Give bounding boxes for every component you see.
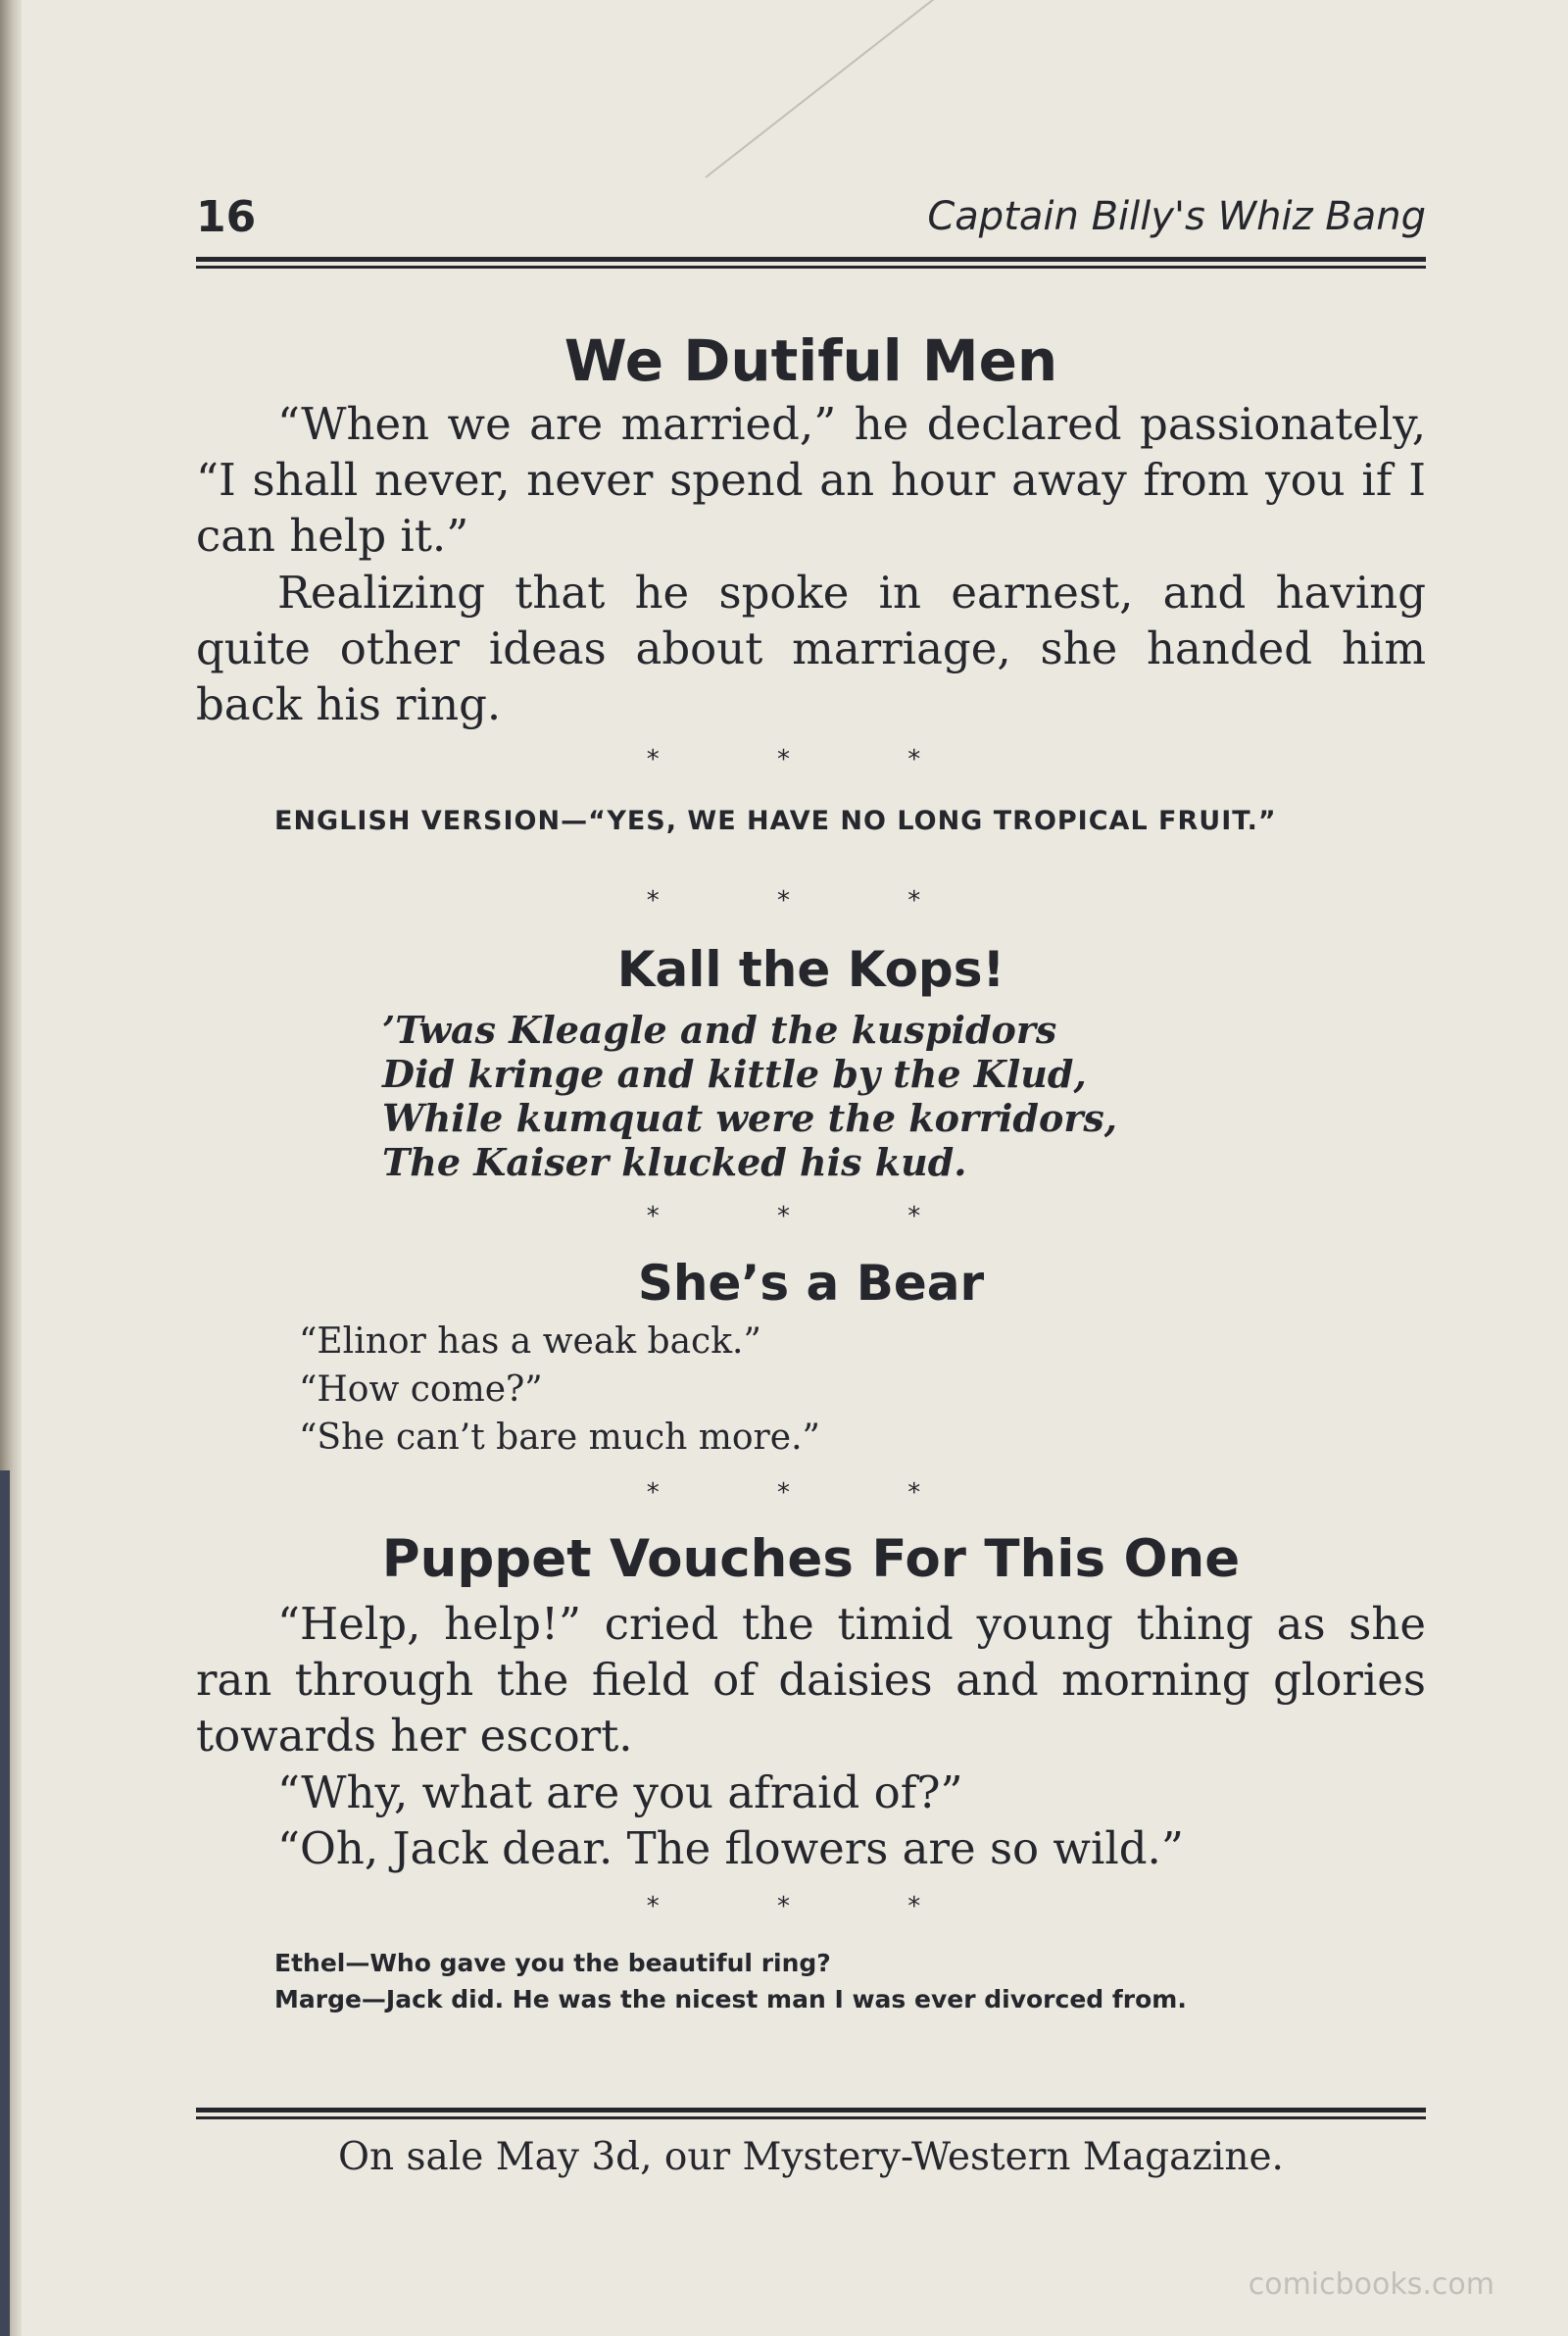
puppet-paragraph-2: “Why, what are you afraid of?” xyxy=(277,1766,963,1818)
dutiful-paragraph-2: Realizing that he spoke in earnest, and having quite other ideas about marriage, she handed him back his ring. xyxy=(196,567,1426,730)
ring-joke-line-2: Marge—Jack did. He was the nicest man I was ever divorced from. xyxy=(274,1985,1187,2013)
running-header xyxy=(196,192,1426,251)
bear-line-1: “Elinor has a weak back.” xyxy=(299,1321,761,1362)
separator-1: * * * xyxy=(646,745,976,774)
separator-2: * * * xyxy=(646,886,976,916)
puppet-paragraph-1: “Help, help!” cried the timid young thing as she ran through the field of daisies and morning glories towards her escort. xyxy=(196,1598,1426,1762)
watermark: comicbooks.com xyxy=(1248,2267,1494,2302)
separator-3: * * * xyxy=(646,1202,976,1231)
paper-crease xyxy=(705,0,1139,178)
footer-rule xyxy=(196,2108,1426,2121)
verse-line-4: The Kaiser klucked his kud. xyxy=(382,1140,967,1184)
binding-edge xyxy=(0,1470,10,2336)
section-title-kops: Kall the Kops! xyxy=(616,941,1005,998)
verse-line-3: While kumquat were the korridors, xyxy=(382,1096,1117,1140)
header-rule xyxy=(196,257,1426,271)
separator-4: * * * xyxy=(646,1478,976,1508)
puppet-paragraph-3: “Oh, Jack dear. The flowers are so wild.” xyxy=(277,1822,1184,1874)
section-title-bear: She’s a Bear xyxy=(637,1255,985,1312)
bear-line-3: “She can’t bare much more.” xyxy=(299,1417,820,1458)
english-version-line: ENGLISH VERSION—“YES, WE HAVE NO LONG TROPICAL FRUIT.” xyxy=(274,806,1277,836)
separator-5: * * * xyxy=(646,1892,976,1921)
footer-advert: On sale May 3d, our Mystery-Western Magazine. xyxy=(338,2135,1284,2179)
section-title-puppet: Puppet Vouches For This One xyxy=(381,1529,1241,1589)
bear-line-2: “How come?” xyxy=(299,1369,543,1410)
running-title: Captain Billy's Whiz Bang xyxy=(927,194,1426,239)
verse-line-2: Did kringe and kittle by the Klud, xyxy=(382,1052,1087,1096)
ring-joke-line-1: Ethel—Who gave you the beautiful ring? xyxy=(274,1949,831,1977)
dutiful-paragraph-1: “When we are married,” he declared passionately, “I shall never, never spend an hour away from you if I can help it.” xyxy=(196,398,1426,562)
verse-line-1: ’Twas Kleagle and the kuspidors xyxy=(382,1008,1057,1052)
page-number: 16 xyxy=(196,192,257,242)
section-title-dutiful: We Dutiful Men xyxy=(564,327,1058,394)
